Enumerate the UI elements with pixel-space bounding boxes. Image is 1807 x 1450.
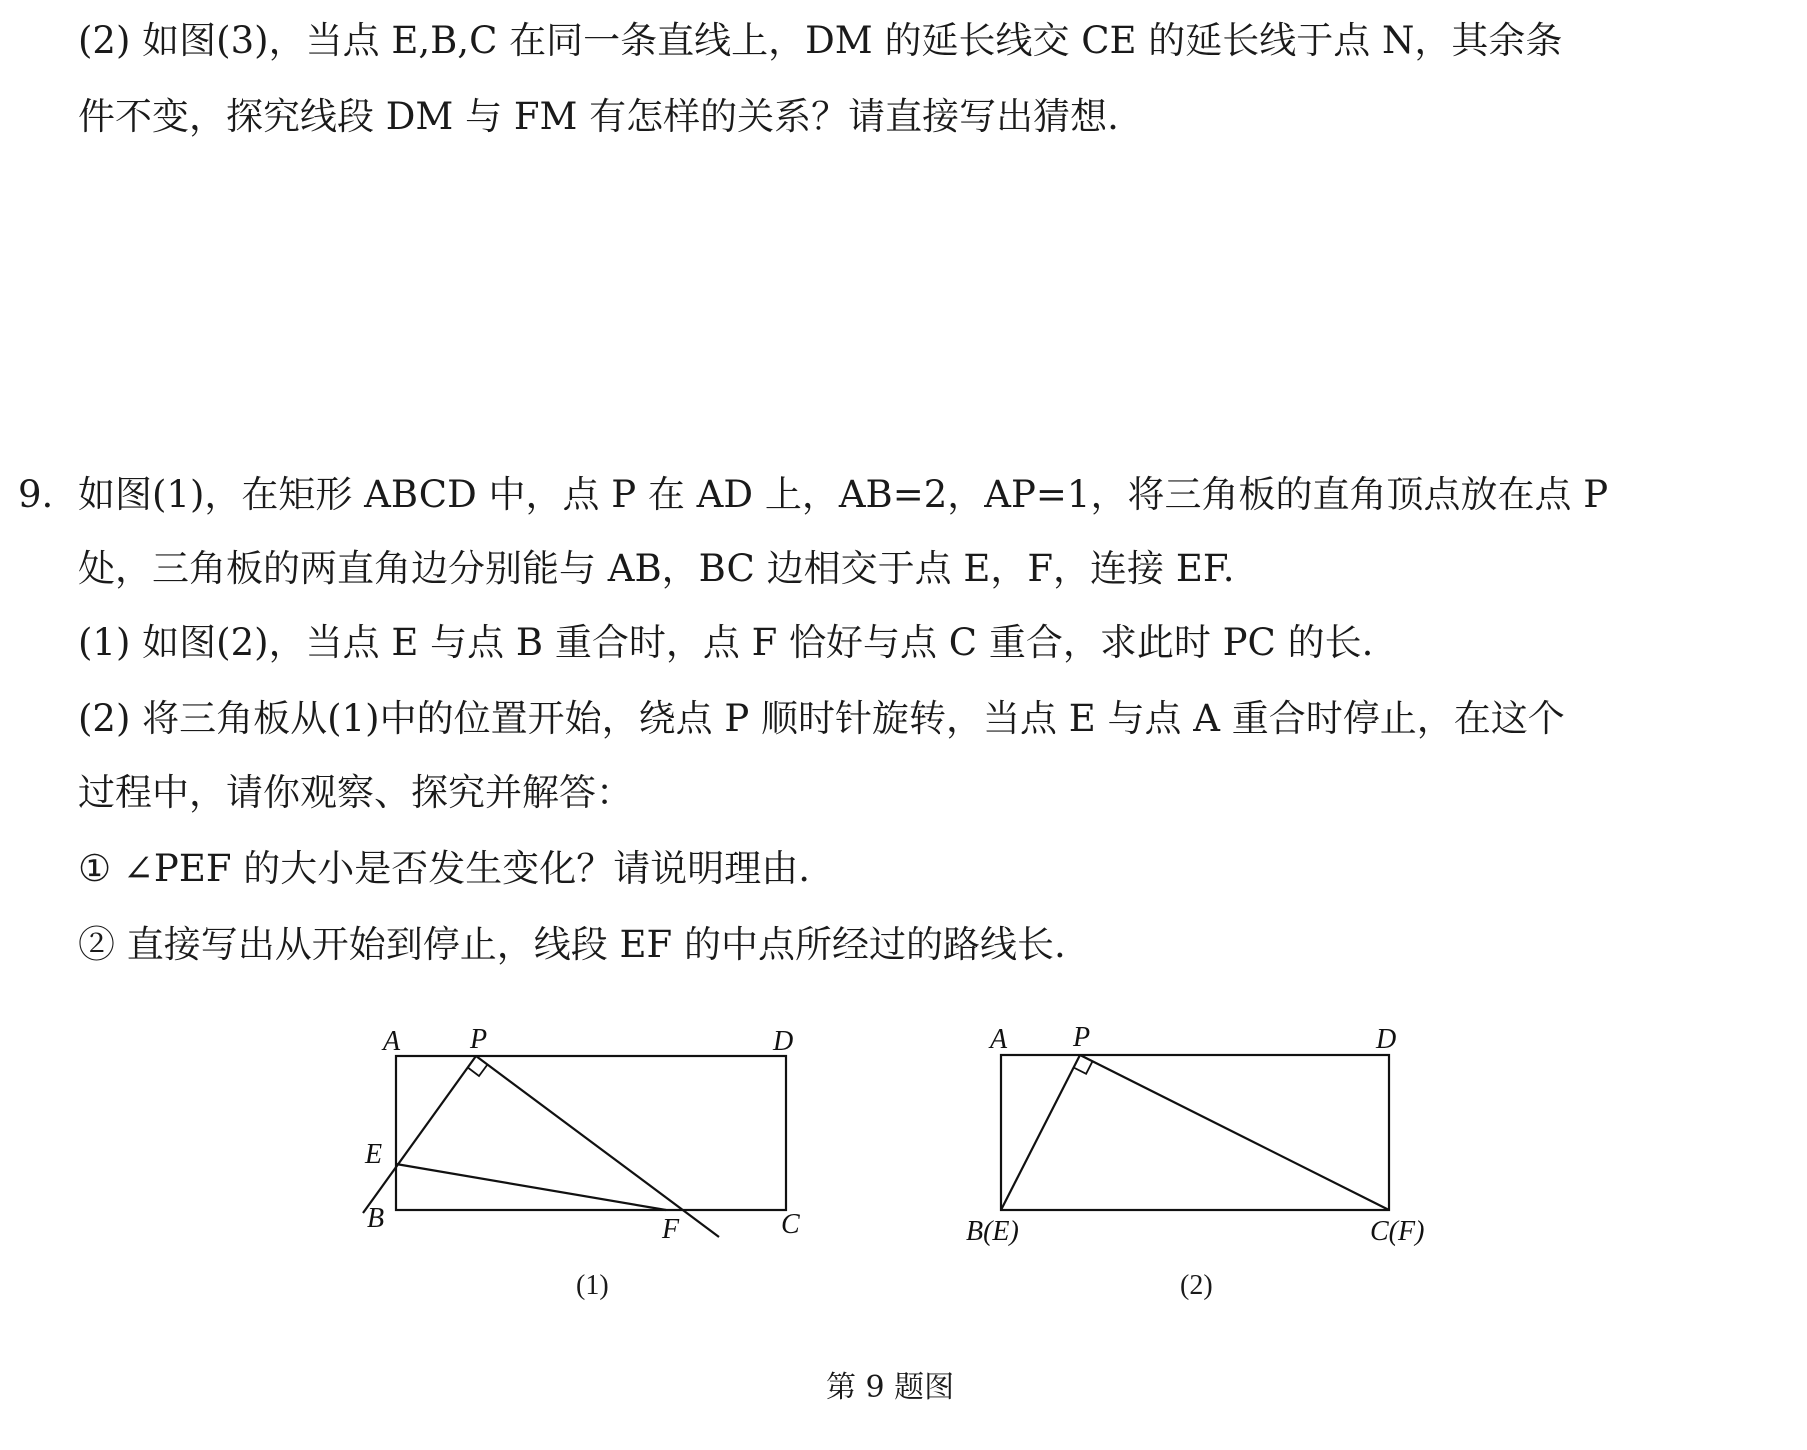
figure-title: 第 9 题图 bbox=[826, 1370, 955, 1405]
q9-sub2: ② 直接写出从开始到停止，线段 EF 的中点所经过的路线长. bbox=[78, 923, 1066, 966]
q9-part1: (1) 如图(2)，当点 E 与点 B 重合时，点 F 恰好与点 C 重合，求此时 PC 的长. bbox=[78, 621, 1374, 664]
label-p: P bbox=[1073, 1022, 1091, 1053]
label-a: A bbox=[383, 1026, 401, 1057]
q9-part2-line2: 过程中，请你观察、探究并解答： bbox=[78, 771, 633, 814]
q9-stem-line2: 处，三角板的两直角边分别能与 AB，BC 边相交于点 E，F，连接 EF. bbox=[78, 547, 1235, 590]
label-d: D bbox=[1376, 1024, 1397, 1055]
q8-part2-line1: (2) 如图(3)，当点 E,B,C 在同一条直线上，DM 的延长线交 CE 的延长线于点 N，其余条 bbox=[78, 19, 1563, 62]
segment-pb bbox=[1001, 1055, 1080, 1210]
triangle-leg-pe bbox=[363, 1056, 476, 1213]
figure-2 bbox=[960, 1010, 1425, 1250]
figure-1 bbox=[350, 1010, 800, 1250]
label-e: E bbox=[365, 1139, 383, 1170]
rectangle-abcd bbox=[1001, 1055, 1389, 1210]
q9-sub1: ① ∠PEF 的大小是否发生变化？请说明理由. bbox=[78, 847, 811, 890]
segment-ef bbox=[396, 1164, 666, 1210]
rectangle-abcd bbox=[396, 1056, 786, 1210]
label-f: F bbox=[662, 1214, 680, 1245]
segment-pc bbox=[1080, 1055, 1389, 1210]
label-d: D bbox=[773, 1026, 794, 1057]
q8-part2-line2: 件不变，探究线段 DM 与 FM 有怎样的关系？请直接写出猜想. bbox=[78, 95, 1119, 138]
figure-1-caption: (1) bbox=[576, 1270, 609, 1301]
label-c: C bbox=[781, 1209, 800, 1240]
label-a: A bbox=[990, 1024, 1008, 1055]
q9-part2-line1: (2) 将三角板从(1)中的位置开始，绕点 P 顺时针旋转，当点 E 与点 A 重合时停止，在这个 bbox=[78, 697, 1565, 740]
figure-2-caption: (2) bbox=[1180, 1270, 1213, 1301]
label-c-f: C(F) bbox=[1370, 1216, 1425, 1247]
label-b-e: B(E) bbox=[966, 1216, 1019, 1247]
q9-stem-line1: 如图(1)，在矩形 ABCD 中，点 P 在 AD 上，AB=2，AP=1，将三角板的直角顶点放在点 P bbox=[78, 473, 1609, 516]
question-number: 9. bbox=[18, 473, 54, 516]
label-b: B bbox=[367, 1203, 385, 1234]
label-p: P bbox=[470, 1024, 488, 1055]
right-angle-mark bbox=[468, 1065, 488, 1076]
